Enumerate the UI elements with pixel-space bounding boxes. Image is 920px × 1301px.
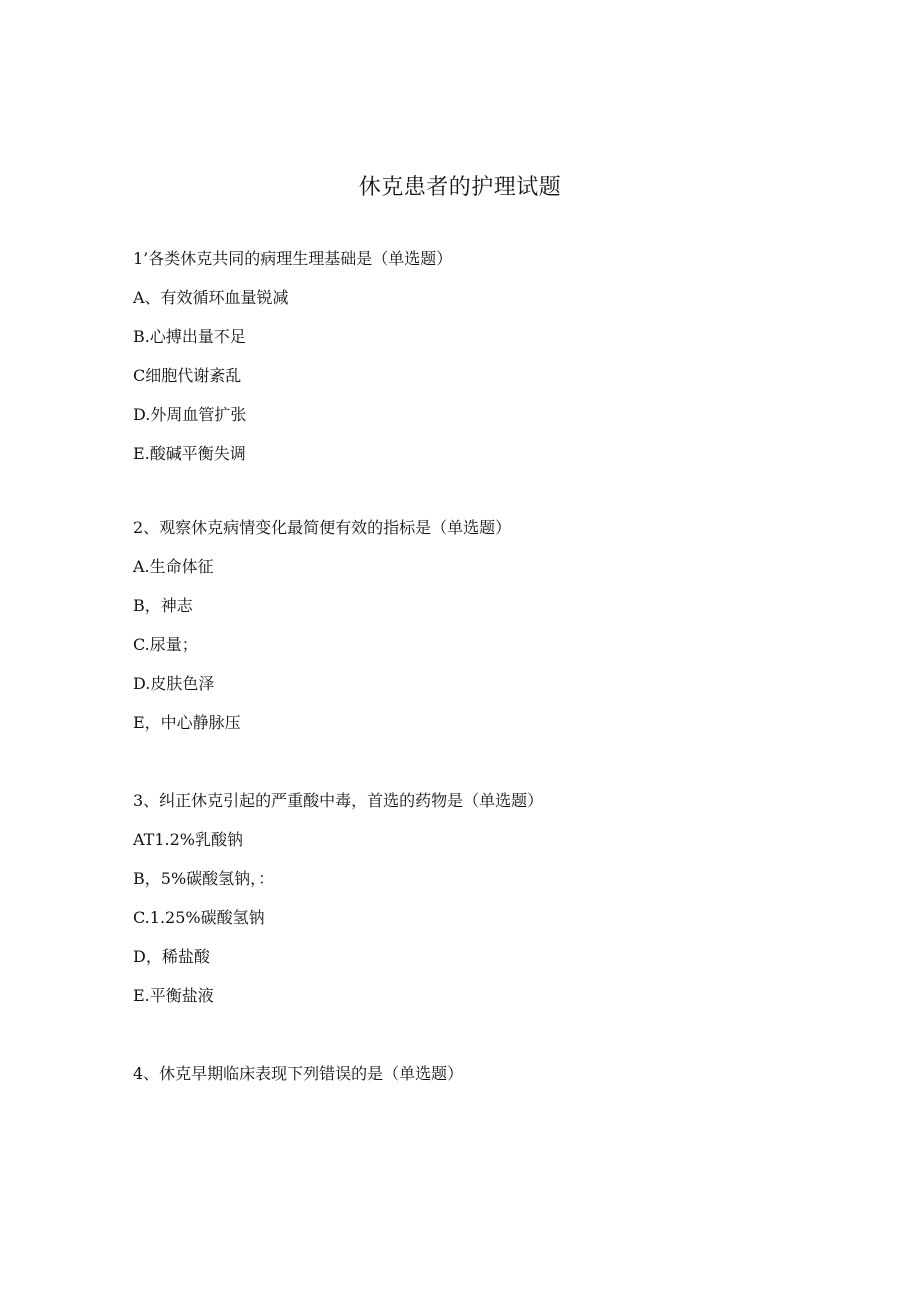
option-d: D.外周血管扩张 bbox=[133, 405, 247, 424]
option-a: A.生命体征 bbox=[133, 557, 214, 576]
option-b: B.心搏出量不足 bbox=[133, 327, 246, 346]
option-list bbox=[133, 556, 793, 734]
option-d: D，稀盐酸 bbox=[133, 947, 210, 966]
option-list bbox=[133, 287, 793, 465]
option-c: C.尿量； bbox=[133, 635, 198, 654]
question-1 bbox=[133, 248, 793, 482]
option-a: AT1.2%乳酸钠 bbox=[133, 830, 244, 849]
question-stem: 1’各类休克共同的病理生理基础是（单选题） bbox=[133, 249, 453, 268]
option-e: E，中心静脉压 bbox=[133, 713, 241, 732]
option-a: A、有效循环血量锐减 bbox=[133, 288, 289, 307]
option-d: D.皮肤色泽 bbox=[133, 674, 215, 693]
question-3 bbox=[133, 790, 793, 1024]
question-stem: 4、休克早期临床表现下列错误的是（单选题） bbox=[133, 1064, 464, 1083]
option-c: C细胞代谢紊乱 bbox=[133, 366, 242, 385]
question-2 bbox=[133, 517, 793, 751]
question-4 bbox=[133, 1063, 793, 1085]
document-title: 休克患者的护理试题 bbox=[358, 175, 562, 200]
option-b: B，神志 bbox=[133, 596, 193, 615]
question-stem: 3、纠正休克引起的严重酸中毒，首选的药物是（单选题） bbox=[133, 791, 544, 810]
option-e: E.平衡盐液 bbox=[133, 986, 214, 1005]
option-c: C.1.25%碳酸氢钠 bbox=[133, 908, 265, 927]
option-list bbox=[133, 829, 793, 1007]
option-b: B，5%碳酸氢钠，： bbox=[133, 869, 275, 888]
question-stem: 2、观察休克病情变化最简便有效的指标是（单选题） bbox=[133, 518, 512, 537]
option-e: E.酸碱平衡失调 bbox=[133, 444, 246, 463]
